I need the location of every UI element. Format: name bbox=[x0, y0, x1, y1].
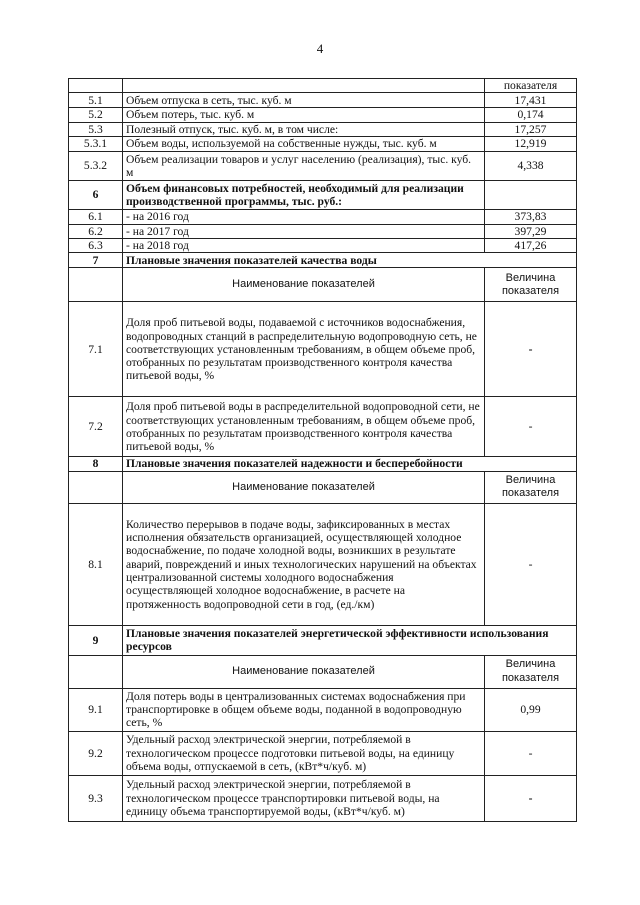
table-row bbox=[69, 209, 577, 224]
row-text: Доля проб питьевой воды в распределительной водопроводной сети, не соответствующих установленным требованиям, в общем объеме проб, отобранных по результатам производственного контроля качества питьевой воды, % bbox=[123, 397, 485, 457]
section-number: 6 bbox=[69, 180, 123, 209]
section-number: 8 bbox=[69, 457, 123, 471]
table-row bbox=[69, 302, 577, 397]
row-text: Объем потерь, тыс. куб. м bbox=[123, 108, 485, 122]
row-value: - bbox=[485, 503, 577, 625]
row-text: Доля потерь воды в централизованных системах водоснабжения при транспортировке в общем объеме воды, поданной в водопроводную сеть, % bbox=[123, 688, 485, 731]
row-text: Количество перерывов в подаче воды, зафиксированных в местах исполнения обязательств организацией, осуществляющей холодное водоснабжение, по подаче холодной воды, возникших в результате аварий, повреждений и иных технологических нарушений на объектах централизованной системы холодного водоснабжения осуществляющей холодное водоснабжение, в расчете на протяженность водопроводной сети в год, (ед./км) bbox=[123, 503, 485, 625]
row-value: 17,257 bbox=[485, 122, 577, 136]
row-value: 0,99 bbox=[485, 688, 577, 731]
row-value: - bbox=[485, 731, 577, 775]
row-number: 9.3 bbox=[69, 775, 123, 821]
section-title: Плановые значения показателей надежности и бесперебойности bbox=[123, 457, 577, 471]
table-row bbox=[69, 731, 577, 775]
name-column-header: Наименование показателей bbox=[123, 268, 485, 302]
row-number: 7.1 bbox=[69, 302, 123, 397]
table-row bbox=[69, 503, 577, 625]
value-column-header: Величина показателя bbox=[485, 268, 577, 302]
name-column-header: Наименование показателей bbox=[123, 655, 485, 688]
row-text: - на 2018 год bbox=[123, 239, 485, 253]
table-row bbox=[69, 122, 577, 136]
row-number: 6.2 bbox=[69, 224, 123, 238]
row-text: - на 2017 год bbox=[123, 224, 485, 238]
section-number: 7 bbox=[69, 253, 123, 268]
row-number: 5.2 bbox=[69, 108, 123, 122]
row-value: 373,83 bbox=[485, 209, 577, 224]
column-header-row bbox=[69, 268, 577, 302]
empty-cell bbox=[123, 79, 485, 93]
row-value: - bbox=[485, 775, 577, 821]
name-column-header: Наименование показателей bbox=[123, 471, 485, 503]
table-row bbox=[69, 151, 577, 180]
row-value: 417,26 bbox=[485, 239, 577, 253]
table-row bbox=[69, 239, 577, 253]
row-number: 5.3.1 bbox=[69, 136, 123, 151]
table-row bbox=[69, 108, 577, 122]
section-title: Плановые значения показателей качества воды bbox=[123, 253, 577, 268]
row-text: Объем реализации товаров и услуг населению (реализация), тыс. куб. м bbox=[123, 151, 485, 180]
value-column-header: Величина показателя bbox=[485, 655, 577, 688]
table-row bbox=[69, 136, 577, 151]
section-header-row bbox=[69, 457, 577, 471]
table-row bbox=[69, 397, 577, 457]
section-title: Плановые значения показателей энергетической эффективности использования ресурсов bbox=[123, 625, 577, 655]
page-number: 4 bbox=[316, 41, 324, 56]
indicators-table bbox=[68, 78, 577, 822]
table-row bbox=[69, 224, 577, 238]
row-text: Объем воды, используемой на собственные нужды, тыс. куб. м bbox=[123, 136, 485, 151]
row-number: 8.1 bbox=[69, 503, 123, 625]
table-row bbox=[69, 79, 577, 93]
row-value: 397,29 bbox=[485, 224, 577, 238]
value-header: показателя bbox=[485, 79, 577, 93]
row-value: 17,431 bbox=[485, 93, 577, 108]
row-value: 12,919 bbox=[485, 136, 577, 151]
table-row bbox=[69, 93, 577, 108]
column-header-row bbox=[69, 655, 577, 688]
value-column-header: Величина показателя bbox=[485, 471, 577, 503]
row-number: 5.3.2 bbox=[69, 151, 123, 180]
row-number: 9.1 bbox=[69, 688, 123, 731]
empty-cell bbox=[69, 655, 123, 688]
row-number: 9.2 bbox=[69, 731, 123, 775]
row-text: Удельный расход электрической энергии, потребляемой в технологическом процессе подготовки питьевой воды, на единицу объема воды, отпускаемой в сеть, (кВт*ч/куб. м) bbox=[123, 731, 485, 775]
empty-cell bbox=[69, 79, 123, 93]
row-text: Удельный расход электрической энергии, потребляемой в технологическом процессе транспортировки питьевой воды, на единицу объема транспортируемой воды, (кВт*ч/куб. м) bbox=[123, 775, 485, 821]
empty-cell bbox=[69, 268, 123, 302]
section-header-row bbox=[69, 625, 577, 655]
row-value: - bbox=[485, 302, 577, 397]
row-text: Объем отпуска в сеть, тыс. куб. м bbox=[123, 93, 485, 108]
row-number: 7.2 bbox=[69, 397, 123, 457]
empty-cell bbox=[485, 180, 577, 209]
section-title: Объем финансовых потребностей, необходимый для реализации производственной программы, тыс. руб.: bbox=[123, 180, 485, 209]
section-header-row bbox=[69, 180, 577, 209]
section-number: 9 bbox=[69, 625, 123, 655]
row-text: Полезный отпуск, тыс. куб. м, в том числе: bbox=[123, 122, 485, 136]
row-text: Доля проб питьевой воды, подаваемой с источников водоснабжения, водопроводных станций в распределительную водопроводную сеть, не соответствующих установленным требованиям, в общем объеме проб, отобранных по результатам производственного контроля качества питьевой воды, % bbox=[123, 302, 485, 397]
row-number: 5.1 bbox=[69, 93, 123, 108]
row-value: 4,338 bbox=[485, 151, 577, 180]
row-number: 6.3 bbox=[69, 239, 123, 253]
row-value: 0,174 bbox=[485, 108, 577, 122]
row-value: - bbox=[485, 397, 577, 457]
row-number: 5.3 bbox=[69, 122, 123, 136]
table-row bbox=[69, 688, 577, 731]
row-number: 6.1 bbox=[69, 209, 123, 224]
section-header-row bbox=[69, 253, 577, 268]
empty-cell bbox=[69, 471, 123, 503]
row-text: - на 2016 год bbox=[123, 209, 485, 224]
column-header-row bbox=[69, 471, 577, 503]
table-row bbox=[69, 775, 577, 821]
